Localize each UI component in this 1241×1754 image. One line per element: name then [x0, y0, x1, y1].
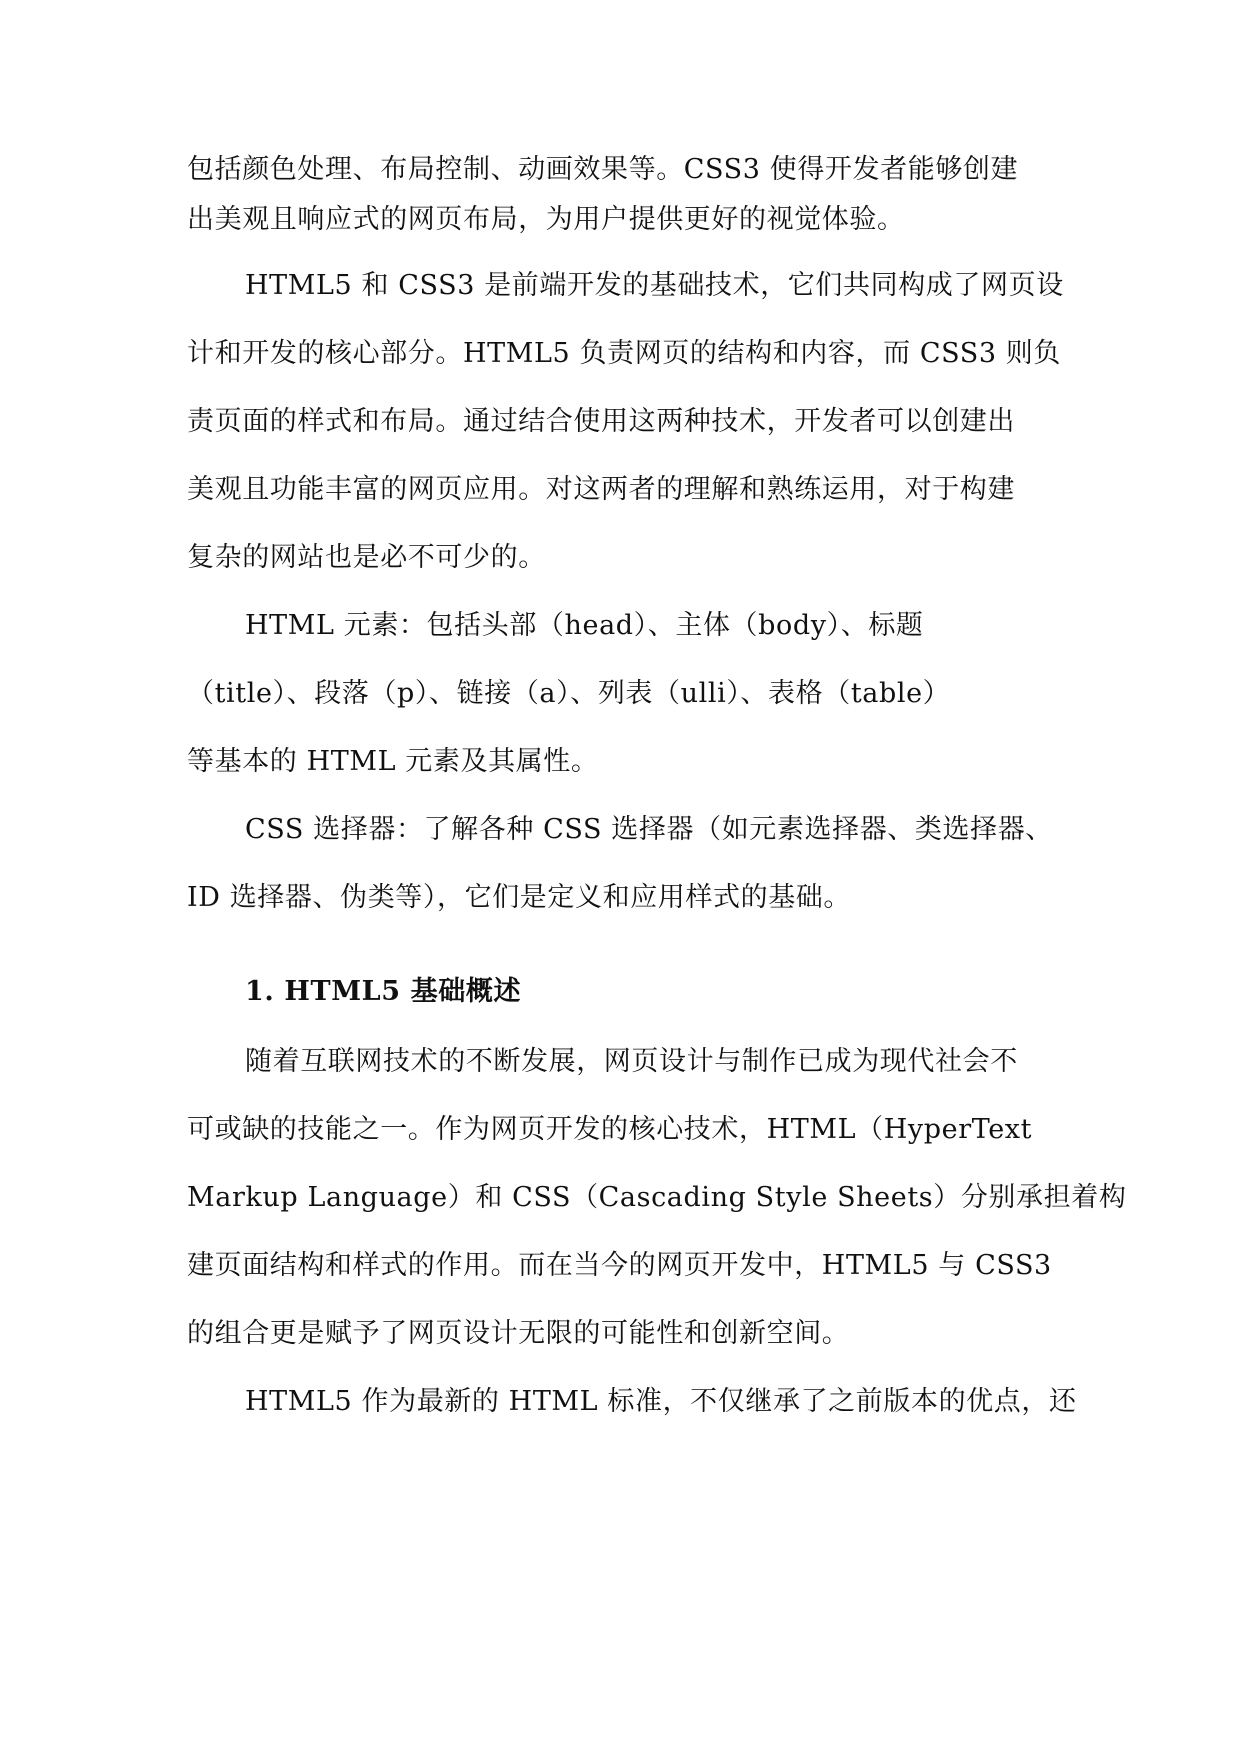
- paragraph-line: 计和开发的核心部分。HTML5 负责网页的结构和内容，而 CSS3 则负: [187, 338, 1062, 369]
- paragraph-line: 复杂的网站也是必不可少的。: [187, 542, 546, 573]
- paragraph-line: Markup Language）和 CSS（Cascading Style Sheets）分别承担着构: [187, 1182, 1127, 1213]
- paragraph-line: 随着互联网技术的不断发展，网页设计与制作已成为现代社会不: [245, 1046, 1018, 1077]
- paragraph-line: 的组合更是赋予了网页设计无限的可能性和创新空间。: [187, 1318, 850, 1349]
- paragraph-line: HTML5 作为最新的 HTML 标准，不仅继承了之前版本的优点，还: [245, 1386, 1077, 1417]
- paragraph-line: HTML 元素：包括头部（head）、主体（body）、标题: [245, 610, 924, 641]
- paragraph-line: 等基本的 HTML 元素及其属性。: [187, 746, 599, 777]
- paragraph-line: HTML5 和 CSS3 是前端开发的基础技术，它们共同构成了网页设: [245, 270, 1064, 301]
- paragraph-line: CSS 选择器：了解各种 CSS 选择器（如元素选择器、类选择器、: [245, 814, 1053, 845]
- paragraph-line: 包括颜色处理、布局控制、动画效果等。CSS3 使得开发者能够创建: [187, 154, 1019, 185]
- paragraph-line: （title）、段落（p）、链接（a）、列表（ulli）、表格（table）: [187, 678, 951, 709]
- section-heading: 1. HTML5 基础概述: [245, 976, 522, 1007]
- paragraph-line: 责页面的样式和布局。通过结合使用这两种技术，开发者可以创建出: [187, 406, 1015, 437]
- paragraph-line: 可或缺的技能之一。作为网页开发的核心技术，HTML（HyperText: [187, 1114, 1033, 1145]
- paragraph-line: ID 选择器、伪类等），它们是定义和应用样式的基础。: [187, 882, 851, 913]
- paragraph-line: 建页面结构和样式的作用。而在当今的网页开发中，HTML5 与 CSS3: [187, 1250, 1052, 1281]
- paragraph-line: 美观且功能丰富的网页应用。对这两者的理解和熟练运用，对于构建: [187, 474, 1015, 505]
- paragraph-line: 出美观且响应式的网页布局，为用户提供更好的视觉体验。: [187, 204, 905, 235]
